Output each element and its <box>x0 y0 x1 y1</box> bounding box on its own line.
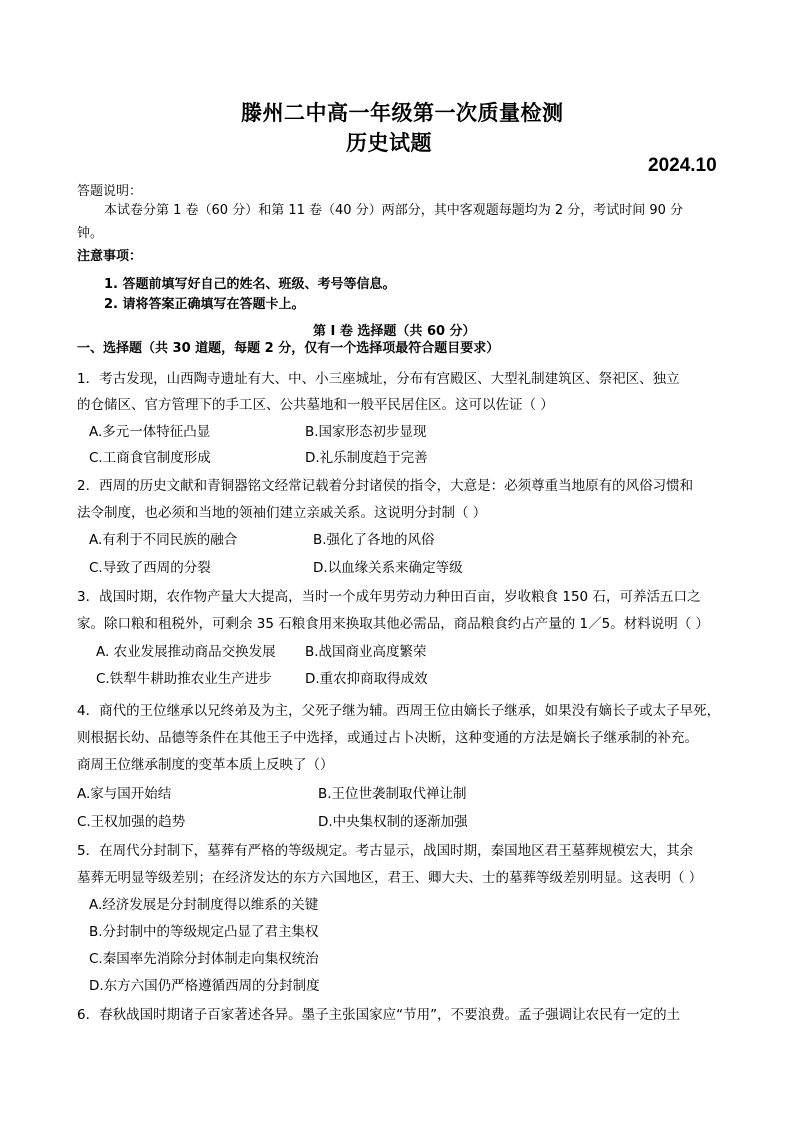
question-2-line-1: 2．西周的历史文献和青铜器铭文经常记载着分封诸侯的指令，大意是：必须尊重当地原有的风俗习惯和 <box>77 478 694 494</box>
question-2-option-c[interactable]: C.导致了西周的分裂 <box>89 560 211 576</box>
question-4-line-2: 则根据长幼、品德等条件在其他王子中选择，或通过占卜决断，这种变通的方法是嫡长子继承制的补充。 <box>77 730 698 746</box>
question-5-line-2: 墓葬无明显等级差别；在经济发达的东方六国地区，君王、卿大夫、士的墓葬等级差别明显。这表明（ ） <box>77 870 703 886</box>
page-subtitle: 历史试题 <box>346 130 432 155</box>
question-4-option-b[interactable]: B.王位世袭制取代禅让制 <box>318 786 467 802</box>
instructions-line-2: 钟。 <box>77 226 104 241</box>
question-1-option-d[interactable]: D.礼乐制度趋于完善 <box>305 450 428 466</box>
question-5-option-a[interactable]: A.经济发展是分封制度得以维系的关键 <box>89 897 319 913</box>
question-4-line-1: 4．商代的王位继承以兄终弟及为主，父死子继为辅。西周王位由嫡长子继承，如果没有嫡长子或太子早死， <box>77 703 721 719</box>
section-heading: 一、选择题（共 30 道题，每题 2 分，仅有一个选择项最符合题目要求） <box>77 341 500 356</box>
question-4-option-c[interactable]: C.王权加强的趋势 <box>77 814 186 830</box>
exam-date: 2024.10 <box>648 155 717 176</box>
question-2-option-a[interactable]: A.有利于不同民族的融合 <box>89 532 238 548</box>
notes-label: 注意事项： <box>77 249 143 264</box>
question-1-option-a[interactable]: A.多元一体特征凸显 <box>89 424 211 440</box>
question-4-option-a[interactable]: A.家与国开始结 <box>77 786 172 802</box>
question-2-line-2: 法令制度，也必须和当地的领袖们建立亲戚关系。这说明分封制（ ） <box>77 505 487 521</box>
question-3-line-1: 3．战国时期，农作物产量大大提高，当时一个成年男劳动力种田百亩，岁收粮食 150 石，可养活五口之 <box>77 589 701 605</box>
question-1-option-b[interactable]: B.国家形态初步显现 <box>305 424 427 440</box>
question-2-option-b[interactable]: B.强化了各地的风俗 <box>313 532 435 548</box>
question-3-option-c[interactable]: C.铁犁牛耕助推农业生产进步 <box>96 671 272 687</box>
question-2-option-d[interactable]: D.以血缘关系来确定等级 <box>313 560 463 576</box>
notes-item-2: 2. 请将答案正确填写在答题卡上。 <box>104 297 305 312</box>
question-3-option-a[interactable]: A. 农业发展推动商品交换发展 <box>96 644 276 660</box>
question-1-line-1: 1．考古发现，山西陶寺遗址有大、中、小三座城址，分布有宫殿区、大型礼制建筑区、祭祀区、独立 <box>77 371 680 387</box>
question-3-option-b[interactable]: B.战国商业高度繁荣 <box>305 644 427 660</box>
question-1-line-2: 的仓储区、官方管理下的手工区、公共墓地和一般平民居住区。这可以佐证（ ） <box>77 397 554 413</box>
instructions-label: 答题说明： <box>77 184 143 199</box>
question-4-line-3: 商周王位继承制度的变革本质上反映了（） <box>77 757 334 773</box>
question-6-line-1: 6．春秋战国时期诸子百家著述各异。墨子主张国家应“节用”，不要浪费。孟子强调让农民有一定的土 <box>77 1007 681 1023</box>
question-5-option-b[interactable]: B.分封制中的等级规定凸显了君主集权 <box>89 924 319 940</box>
question-4-option-d[interactable]: D.中央集权制的逐渐加强 <box>318 814 468 830</box>
question-5-option-d[interactable]: D.东方六国仍严格遵循西周的分封制度 <box>89 978 320 994</box>
question-5-line-1: 5．在周代分封制下，墓葬有严格的等级规定。考古显示，战国时期，秦国地区君王墓葬规模宏大，其余 <box>77 843 694 859</box>
page-title: 滕州二中高一年级第一次质量检测 <box>241 100 564 125</box>
notes-item-1: 1. 答题前填写好自己的姓名、班级、考号等信息。 <box>104 277 396 292</box>
part-heading: 第 I 卷 选择题（共 60 分） <box>313 324 476 339</box>
instructions-line-1: 本试卷分第 1 卷（60 分）和第 11 卷（40 分）两部分，其中客观题每题均为 2 分，考试时间 90 分 <box>104 203 684 218</box>
question-3-option-d[interactable]: D.重农抑商取得成效 <box>305 671 428 687</box>
question-3-line-2: 家。除口粮和租税外，可剩余 35 石粮食用来换取其他必需品，商品粮食约占产量的 1／5。材料说明（ ） <box>77 616 710 632</box>
question-5-option-c[interactable]: C.秦国率先消除分封体制走向集权统治 <box>89 951 319 967</box>
question-1-option-c[interactable]: C.工商食官制度形成 <box>89 450 211 466</box>
